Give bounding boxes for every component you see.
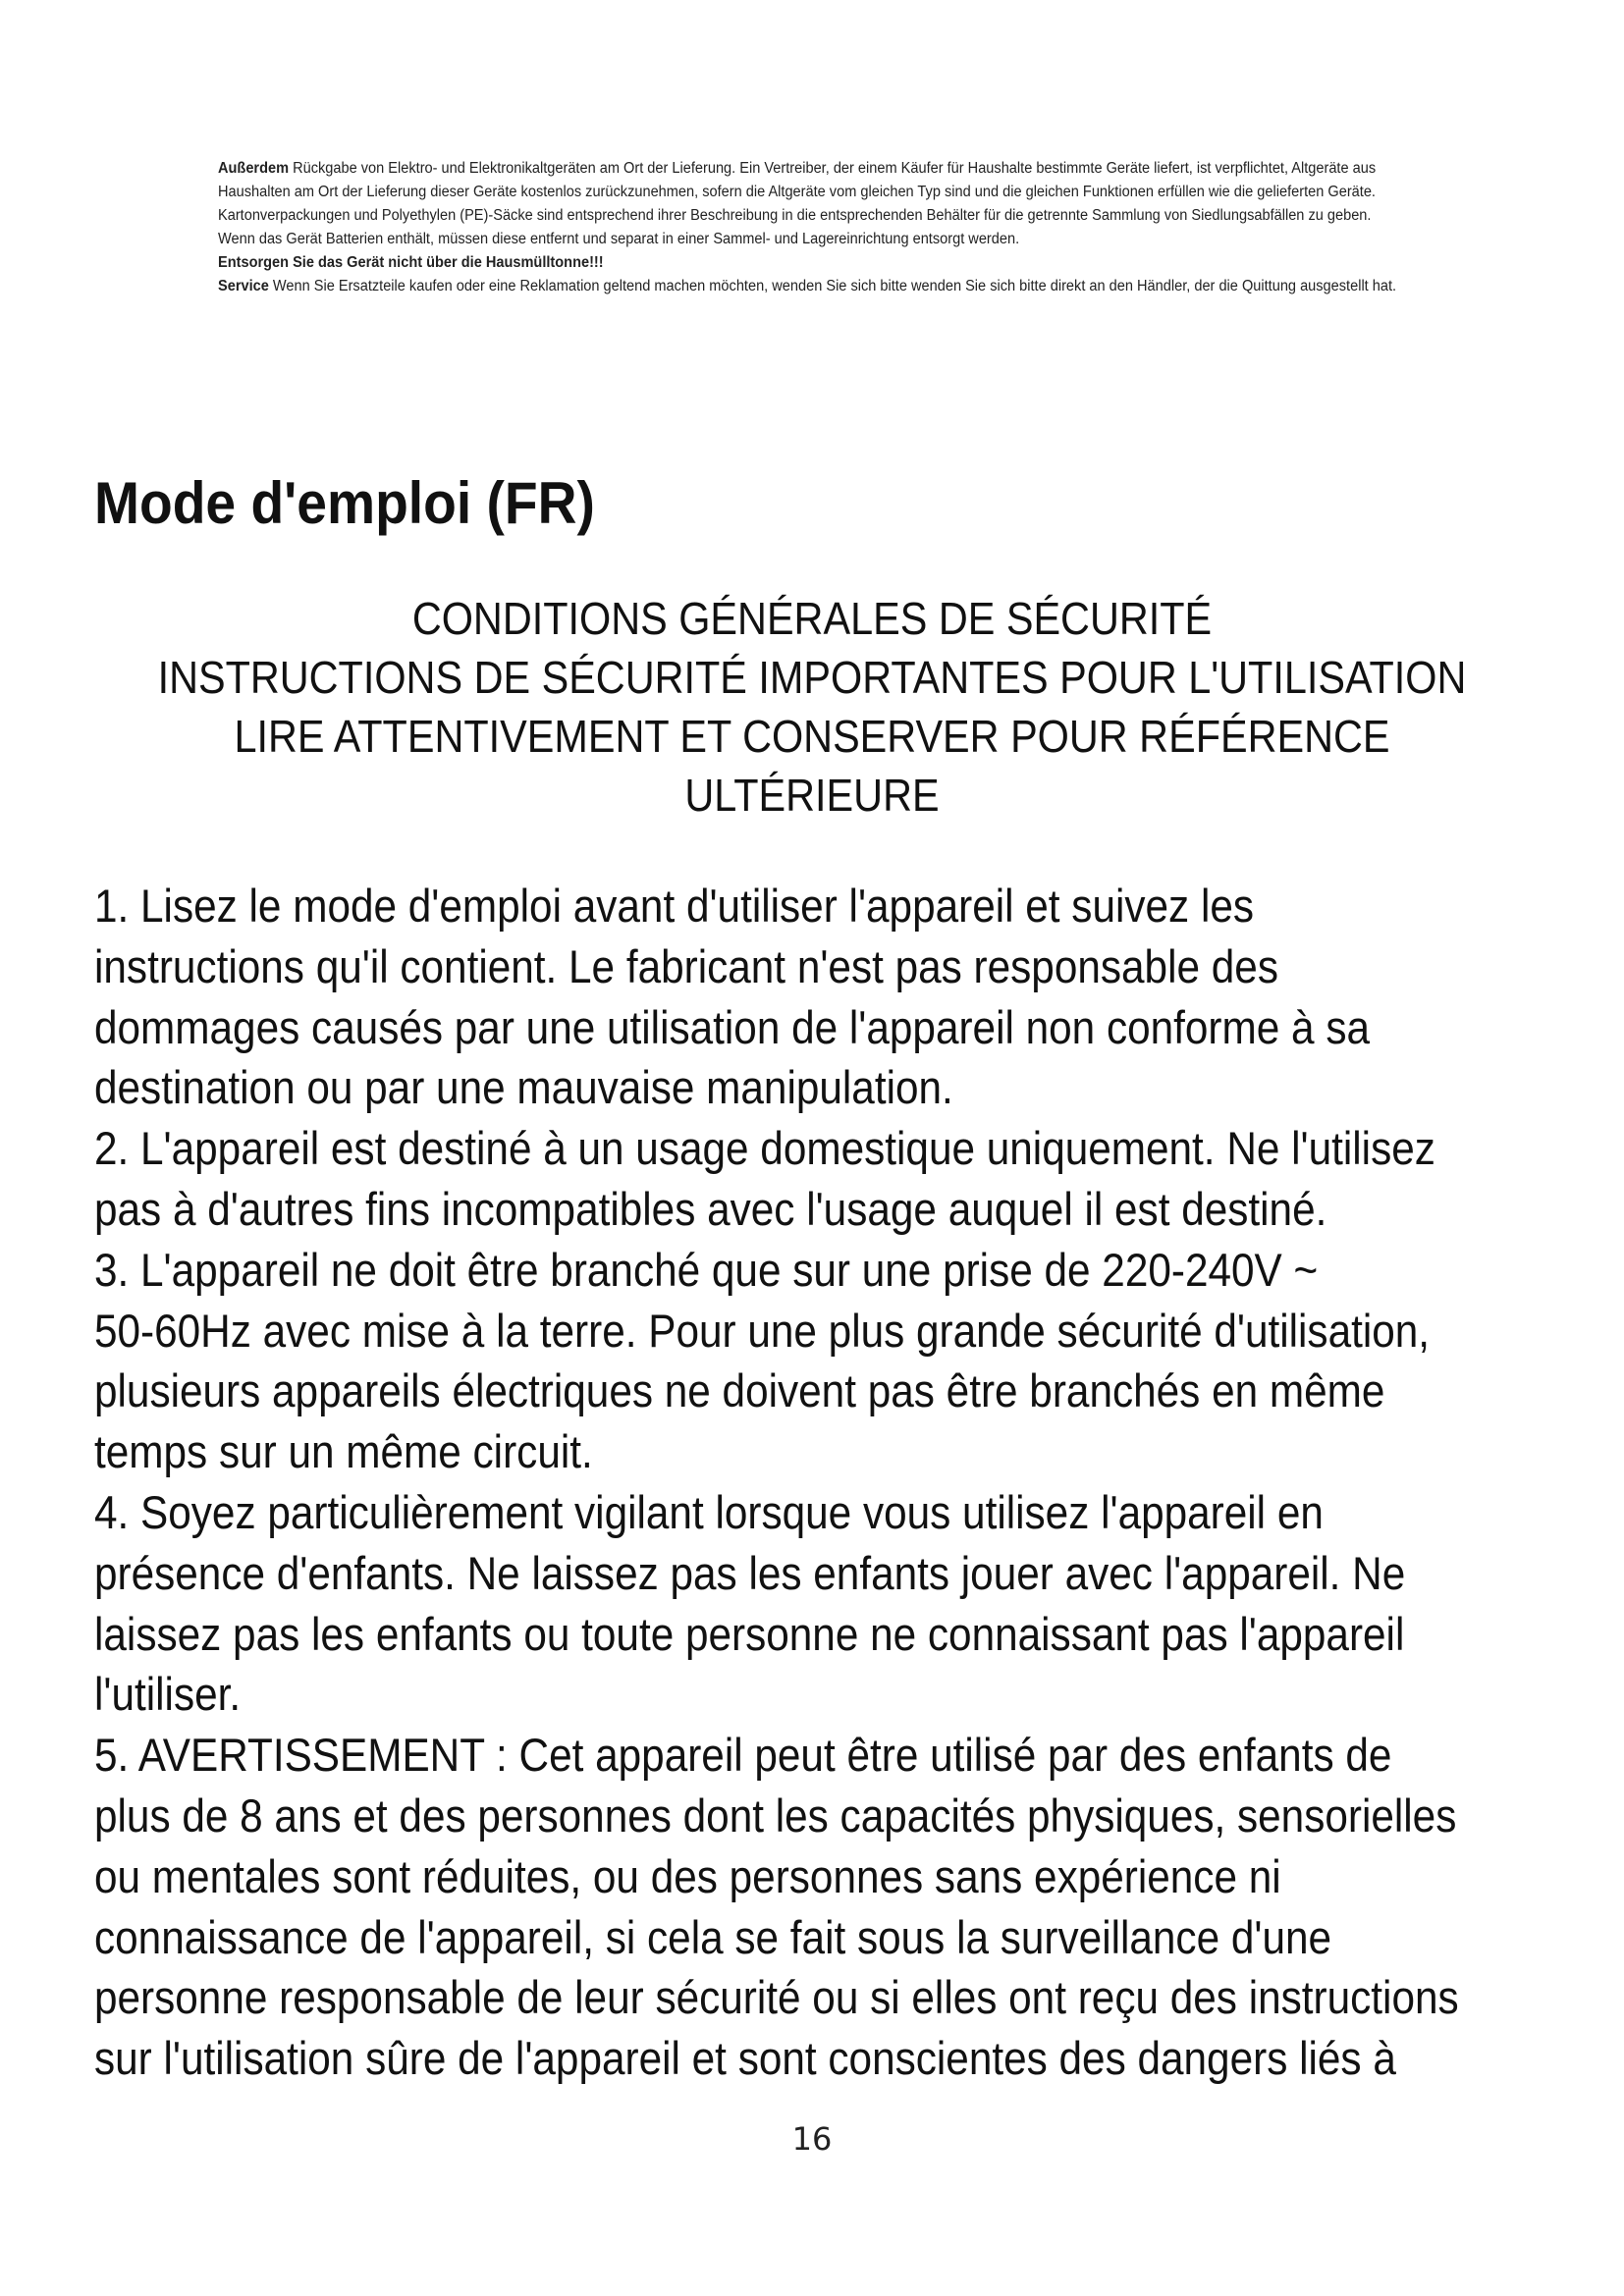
service-text: Wenn Sie Ersatzteile kaufen oder eine Reklamation geltend machen möchten, wenden Sie sich bitte wenden Sie sich bitte direkt an den Händler, der die Quittung ausgestellt hat. <box>268 278 1397 294</box>
instruction-line: temps sur un même circuit. <box>94 1425 593 1478</box>
packaging-paragraph: Kartonverpackungen und Polyethylen (PE)-Säcke sind entsprechend ihrer Beschreibung in die entsprechenden Behälter für die getrennte Sammlung von Siedlungsabfällen zu geben. Wenn das Gerät Batterien enthält, müssen diese entfernt und separat in einer Sammel- und Lagereinrichtung entsorgt werden. <box>218 207 1372 247</box>
safety-instructions <box>94 876 1528 2089</box>
instruction-line: plusieurs appareils électriques ne doivent pas être branchés en même <box>94 1364 1385 1417</box>
instruction-line: l'utiliser. <box>94 1668 242 1721</box>
german-notes <box>218 157 1409 298</box>
service-paragraph <box>218 275 1409 298</box>
instruction-line: laissez pas les enfants ou toute personne ne connaissant pas l'appareil <box>94 1607 1405 1660</box>
instruction-line: 5. AVERTISSEMENT : Cet appareil peut être utilisé par des enfants de <box>94 1729 1392 1782</box>
instruction-line: sur l'utilisation sûre de l'appareil et sont conscientes des dangers liés à <box>94 2032 1396 2085</box>
ausserdem-paragraph <box>218 157 1409 204</box>
safety-heading-line: INSTRUCTIONS DE SÉCURITÉ IMPORTANTES POUR L'UTILISATION <box>157 652 1467 703</box>
instruction-line: plus de 8 ans et des personnes dont les capacités physiques, sensorielles <box>94 1789 1457 1842</box>
instruction-line: 2. L'appareil est destiné à un usage domestique uniquement. Ne l'utilisez <box>94 1122 1435 1175</box>
instruction-line: 3. L'appareil ne doit être branché que sur une prise de 220-240V ~ <box>94 1243 1319 1296</box>
instruction-line: dommages causés par une utilisation de l'appareil non conforme à sa <box>94 1000 1370 1053</box>
instruction-line: présence d'enfants. Ne laissez pas les enfants jouer avec l'appareil. Ne <box>94 1546 1406 1599</box>
instruction-line: 50-60Hz avec mise à la terre. Pour une plus grande sécurité d'utilisation, <box>94 1304 1431 1357</box>
safety-heading-line: CONDITIONS GÉNÉRALES DE SÉCURITÉ <box>411 593 1213 644</box>
safety-heading-line: LIRE ATTENTIVEMENT ET CONSERVER POUR RÉFÉRENCE <box>234 711 1390 762</box>
section-title: Mode d'emploi (FR) <box>94 470 595 536</box>
ausserdem-label: Außerdem <box>218 160 290 177</box>
safety-heading-line: ULTÉRIEURE <box>684 770 940 821</box>
instruction-line: ou mentales sont réduites, ou des personnes sans expérience ni <box>94 1849 1281 1902</box>
service-label: Service <box>218 278 269 294</box>
safety-heading <box>69 589 1555 825</box>
ausserdem-text: Rückgabe von Elektro- und Elektronikaltgeräten am Ort der Lieferung. Ein Vertreiber, der einem Käufer für Haushalte bestimmte Geräte liefert, ist verpflichtet, Altgeräte aus Haushalten am Ort der Lieferung dieser Geräte kostenlos zurückzunehmen, sofern die Altgeräte vom gleichen Typ sind und die gleichen Funktionen erfüllen wie die gelieferten Geräte. <box>218 160 1377 200</box>
instruction-line: connaissance de l'appareil, si cela se fait sous la surveillance d'une <box>94 1910 1332 1963</box>
instruction-line: destination ou par une mauvaise manipulation. <box>94 1061 953 1114</box>
disposal-warning: Entsorgen Sie das Gerät nicht über die Hausmülltonne!!! <box>218 254 604 271</box>
instruction-line: 1. Lisez le mode d'emploi avant d'utiliser l'appareil et suivez les <box>94 880 1255 932</box>
instruction-line: 4. Soyez particulièrement vigilant lorsque vous utilisez l'appareil en <box>94 1485 1324 1538</box>
instruction-line: personne responsable de leur sécurité ou si elles ont reçu des instructions <box>94 1971 1459 2024</box>
page-number: 16 <box>791 2120 833 2158</box>
instruction-line: pas à d'autres fins incompatibles avec l'usage auquel il est destiné. <box>94 1182 1327 1235</box>
instruction-line: instructions qu'il contient. Le fabricant n'est pas responsable des <box>94 939 1278 992</box>
